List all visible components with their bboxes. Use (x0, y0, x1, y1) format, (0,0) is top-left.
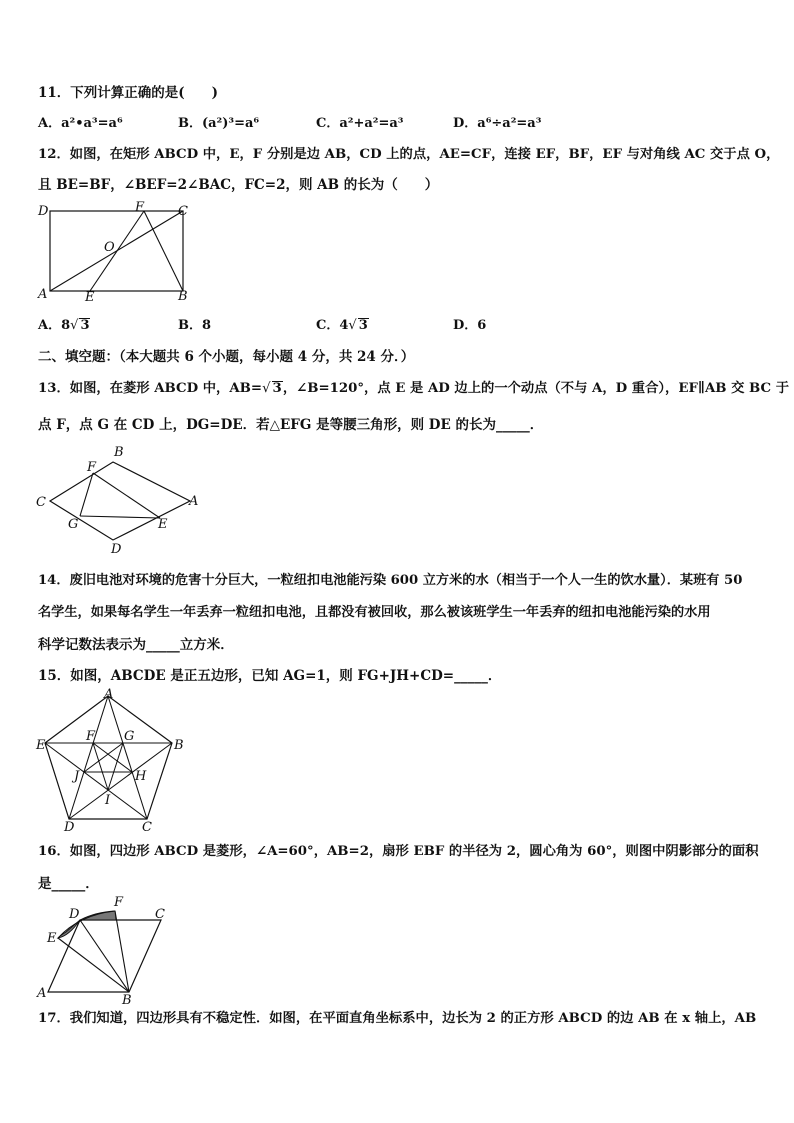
q15-label-a: A (104, 688, 114, 702)
q12-label-b: B (178, 289, 188, 304)
q12-option-d: D．6 (453, 318, 487, 333)
q16-stem-line2: 是_____． (38, 876, 99, 892)
q12-label-c: C (178, 204, 188, 219)
q16-label-b: B (122, 993, 132, 1006)
q12-option-b: B．8 (178, 318, 212, 333)
q15-stem: 15．如图，ABCDE 是正五边形，已知 AG=1，则 FG+JH+CD=_____． (38, 668, 502, 684)
q14-stem-line3: 科学记数法表示为_____立方米． (38, 637, 234, 653)
q14-stem-line2: 名学生，如果每名学生一年丢弃一粒纽扣电池，且都没有被回收，那么被该班学生一年丢弃的纽扣电池能污染的水用 (38, 605, 711, 620)
q13-stem-line2: 点 F，点 G 在 CD 上，DG=DE．若△EFG 是等腰三角形，则 DE 的长为_____． (38, 417, 544, 433)
q12-label-o: O (104, 240, 115, 255)
q15-label-j: J (74, 769, 80, 784)
q11-option-a: A．a²•a³=a⁶ (38, 116, 123, 131)
q15-label-i: I (105, 793, 111, 808)
q15-label-h: H (135, 769, 147, 784)
q11-option-c: C．a²+a²=a³ (316, 116, 404, 131)
q13-stem-line1: 13．如图，在菱形 ABCD 中，AB=√ 3，∠B=120°，点 E 是 AD 边上的一个动点（不与 A，D 重合），EF∥AB 交 BC 于 (38, 381, 790, 396)
q12-label-f: F (135, 200, 145, 215)
q13-rhombus-figure (34, 444, 202, 558)
q16-label-f: F (114, 895, 124, 910)
q12-option-a: A．8√ 3 (38, 318, 90, 333)
q12-rectangle-figure (36, 200, 196, 306)
q12-label-a: A (38, 287, 48, 302)
section-heading-fill-in: 二、填空题：（本大题共 6 个小题，每小题 4 分，共 24 分．） (38, 349, 415, 365)
q12-stem-line2: 且 BE=BF，∠BEF=2∠BAC，FC=2，则 AB 的长为（ ） (38, 177, 439, 193)
q11-stem: 11．下列计算正确的是( ) (38, 85, 219, 101)
q15-label-f: F (86, 729, 96, 744)
q11-option-d: D．a⁶÷a²=a³ (453, 116, 542, 131)
q16-label-d: D (69, 907, 80, 922)
q12-stem-line1: 12．如图，在矩形 ABCD 中，E，F 分别是边 AB，CD 上的点，AE=CF，连接 EF，BF，EF 与对角线 AC 交于点 O， (38, 147, 780, 162)
q16-label-e: E (47, 931, 57, 946)
q15-label-c: C (142, 820, 152, 832)
q15-label-e: E (36, 738, 46, 753)
q15-pentagon-figure (34, 688, 192, 832)
q13-label-d: D (111, 542, 122, 557)
q12-label-e: E (85, 290, 95, 305)
q13-label-f: F (87, 460, 97, 475)
q13-label-e: E (158, 517, 168, 532)
q12-option-c: C．4√ 3 (316, 318, 368, 333)
q13-label-a: A (189, 494, 199, 509)
q11-option-b: B．(a²)³=a⁶ (178, 116, 260, 131)
q16-rhombus-sector-figure (34, 894, 174, 1006)
q13-label-c: C (36, 495, 46, 510)
q15-label-g: G (124, 729, 135, 744)
q12-label-d: D (38, 204, 49, 219)
q13-label-b: B (114, 445, 124, 460)
q14-stem-line1: 14．废旧电池对环境的危害十分巨大，一粒纽扣电池能污染 600 立方米的水（相当于一个人一生的饮水量）．某班有 50 (38, 573, 743, 588)
q15-label-b: B (174, 738, 184, 753)
q13-label-g: G (68, 517, 79, 532)
q15-label-d: D (64, 820, 75, 832)
q16-label-a: A (37, 986, 47, 1001)
q16-label-c: C (155, 907, 165, 922)
q16-stem-line1: 16．如图，四边形 ABCD 是菱形，∠A=60°，AB=2，扇形 EBF 的半径为 2，圆心角为 60°，则图中阴影部分的面积 (38, 844, 759, 859)
q17-stem-line1: 17．我们知道，四边形具有不稳定性．如图，在平面直角坐标系中，边长为 2 的正方形 ABCD 的边 AB 在 x 轴上，AB (38, 1011, 757, 1026)
